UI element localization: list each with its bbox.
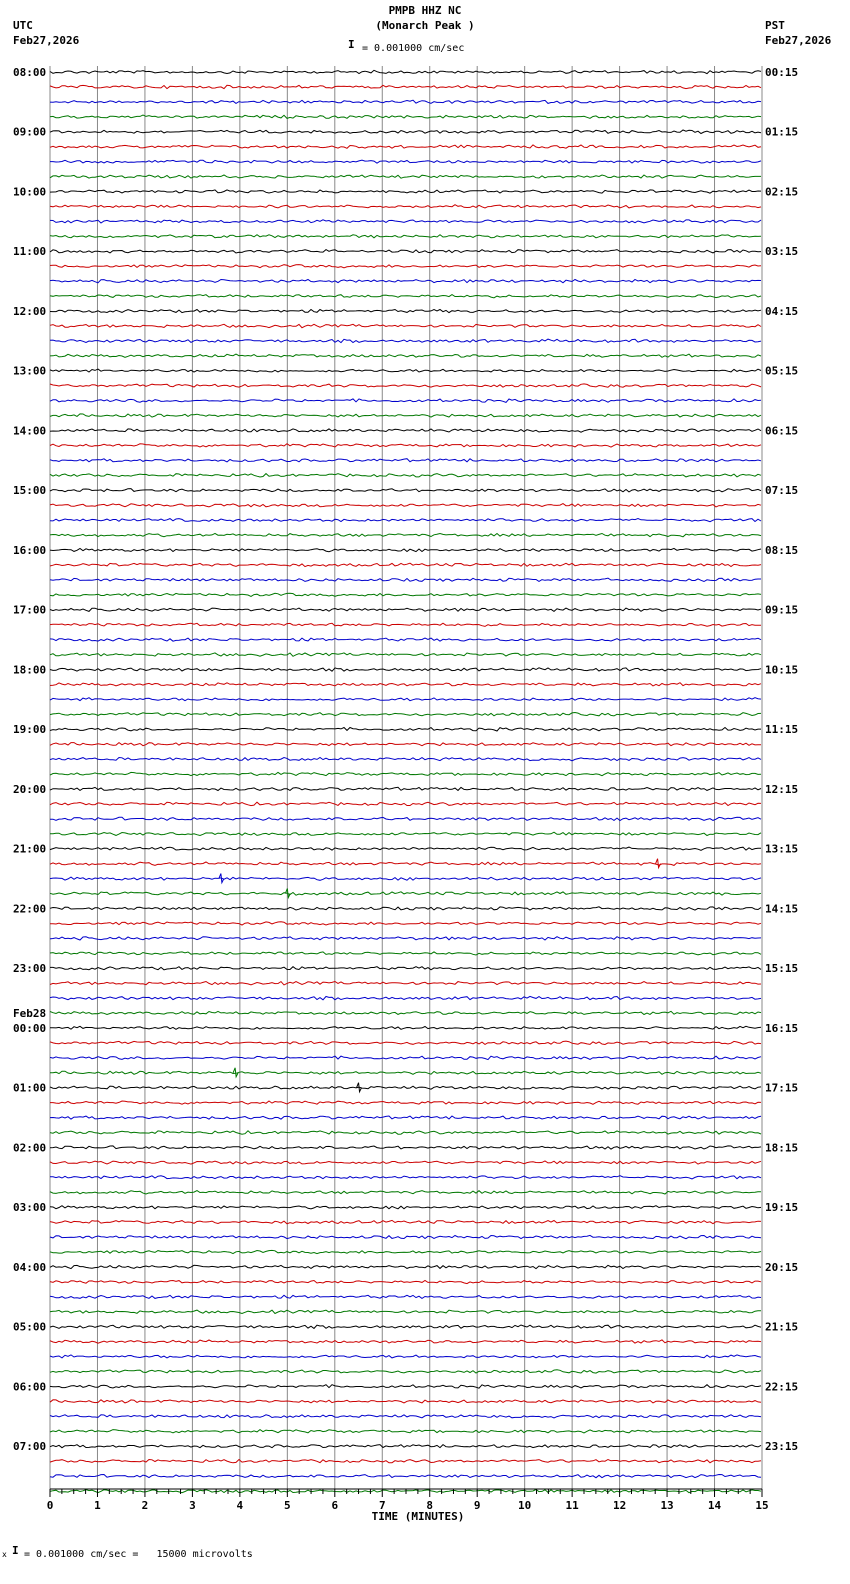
trace-54	[50, 877, 761, 880]
left-hour-label-03:00: 03:00	[13, 1201, 47, 1215]
trace-51	[50, 832, 761, 835]
trace-21	[50, 384, 761, 387]
trace-6	[50, 160, 761, 163]
left-hour-label-04:00: 04:00	[13, 1260, 47, 1274]
trace-17	[50, 324, 761, 327]
left-hour-label-02:00: 02:00	[13, 1141, 47, 1155]
trace-29	[50, 504, 761, 507]
trace-73	[50, 1161, 761, 1164]
trace-72	[50, 1146, 761, 1149]
trace-0	[50, 70, 761, 73]
trace-34	[50, 578, 761, 581]
trace-63	[50, 1011, 761, 1014]
right-hour-label-16:15: 16:15	[765, 1021, 799, 1035]
x-tick-label-6: 6	[331, 1499, 339, 1512]
right-date: Feb27,2026	[765, 34, 832, 47]
right-hour-label-18:15: 18:15	[765, 1141, 799, 1155]
trace-59	[50, 952, 761, 955]
trace-42	[50, 698, 761, 701]
left-hour-label-21:00: 21:00	[13, 842, 47, 856]
right-hour-label-22:15: 22:15	[765, 1380, 799, 1394]
left-hour-label-20:00: 20:00	[13, 782, 47, 796]
trace-26	[50, 459, 761, 462]
trace-24	[50, 429, 761, 432]
footer-corner-mark: x	[2, 1550, 7, 1559]
x-tick-label-0: 0	[46, 1499, 54, 1512]
trace-41	[50, 683, 761, 686]
event-spike-4	[656, 859, 661, 868]
right-hour-label-05:15: 05:15	[765, 364, 799, 378]
trace-46	[50, 758, 761, 761]
x-tick-label-15: 15	[755, 1499, 769, 1512]
right-hour-label-10:15: 10:15	[765, 663, 799, 677]
left-hour-label-07:00: 07:00	[13, 1440, 47, 1454]
trace-64	[50, 1026, 761, 1029]
right-hour-label-19:15: 19:15	[765, 1201, 799, 1215]
x-tick-label-2: 2	[141, 1499, 149, 1512]
trace-39	[50, 653, 761, 656]
trace-28	[50, 489, 761, 492]
trace-37	[50, 623, 761, 626]
trace-71	[50, 1131, 761, 1134]
trace-91	[50, 1430, 761, 1433]
trace-56	[50, 907, 761, 910]
left-hour-label-12:00: 12:00	[13, 304, 47, 318]
trace-88	[50, 1385, 761, 1389]
trace-23	[50, 414, 761, 417]
trace-58	[50, 937, 761, 940]
right-hour-label-15:15: 15:15	[765, 962, 799, 976]
right-hour-label-04:15: 04:15	[765, 304, 799, 318]
x-axis-label: TIME (MINUTES)	[371, 1510, 465, 1523]
left-hour-label-15:00: 15:00	[13, 484, 47, 498]
left-hour-label-09:00: 09:00	[13, 125, 47, 139]
trace-68	[50, 1086, 761, 1089]
trace-31	[50, 533, 761, 536]
left-hour-label-00:00: 00:00	[13, 1021, 47, 1035]
trace-90	[50, 1415, 761, 1418]
x-tick-label-3: 3	[189, 1499, 196, 1512]
left-hour-label-08:00: 08:00	[13, 66, 47, 79]
trace-5	[50, 145, 761, 148]
trace-52	[50, 847, 761, 850]
right-hour-label-17:15: 17:15	[765, 1081, 799, 1095]
left-hour-label-19:00: 19:00	[13, 723, 47, 737]
left-hour-label-22:00: 22:00	[13, 902, 47, 916]
trace-30	[50, 519, 761, 522]
trace-79	[50, 1250, 761, 1253]
right-hour-label-09:15: 09:15	[765, 603, 799, 617]
x-tick-label-4: 4	[236, 1499, 244, 1512]
trace-11	[50, 235, 761, 238]
trace-89	[50, 1400, 761, 1403]
trace-9	[50, 205, 761, 208]
x-tick-label-5: 5	[284, 1499, 291, 1512]
trace-60	[50, 967, 761, 970]
trace-85	[50, 1340, 761, 1343]
x-tick-label-11: 11	[565, 1499, 579, 1512]
trace-22	[50, 399, 761, 403]
left-hour-label-17:00: 17:00	[13, 603, 47, 617]
trace-44	[50, 728, 761, 732]
trace-86	[50, 1355, 761, 1358]
trace-35	[50, 593, 761, 596]
left-hour-label-01:00: 01:00	[13, 1081, 47, 1095]
x-tick-label-14: 14	[707, 1499, 722, 1512]
station-name: PMPB HHZ NC	[388, 4, 462, 17]
left-hour-label-23:00: 23:00	[13, 962, 47, 976]
x-tick-label-8: 8	[426, 1499, 434, 1512]
trace-32	[50, 548, 761, 551]
right-hour-label-02:15: 02:15	[765, 185, 799, 199]
trace-94	[50, 1475, 761, 1478]
trace-48	[50, 787, 761, 790]
right-hour-label-01:15: 01:15	[765, 125, 799, 139]
trace-36	[50, 608, 761, 611]
left-hour-label-14:00: 14:00	[13, 424, 47, 438]
trace-78	[50, 1235, 761, 1238]
trace-18	[50, 339, 761, 343]
trace-61	[50, 982, 761, 985]
trace-93	[50, 1460, 761, 1463]
trace-65	[50, 1041, 761, 1044]
trace-43	[50, 713, 761, 716]
trace-49	[50, 802, 761, 805]
station-location: (Monarch Peak )	[375, 19, 475, 32]
trace-1	[50, 85, 761, 88]
trace-15	[50, 295, 761, 298]
trace-67	[50, 1071, 761, 1074]
trace-4	[50, 130, 761, 134]
left-hour-label-06:00: 06:00	[13, 1380, 47, 1394]
right-hour-label-03:15: 03:15	[765, 245, 799, 259]
trace-3	[50, 115, 761, 118]
trace-27	[50, 474, 761, 477]
left-date: Feb27,2026	[13, 34, 80, 47]
trace-83	[50, 1310, 761, 1313]
trace-77	[50, 1220, 761, 1223]
trace-62	[50, 996, 761, 999]
trace-2	[50, 100, 761, 103]
right-hour-label-21:15: 21:15	[765, 1320, 799, 1334]
trace-66	[50, 1056, 761, 1060]
x-tick-label-13: 13	[660, 1499, 674, 1512]
right-hour-label-12:15: 12:15	[765, 782, 799, 796]
scale-bar-icon: I	[348, 38, 355, 51]
trace-82	[50, 1295, 761, 1298]
trace-57	[50, 922, 761, 925]
trace-76	[50, 1206, 761, 1209]
right-hour-label-00:15: 00:15	[765, 66, 799, 79]
left-hour-label-13:00: 13:00	[13, 364, 47, 378]
x-tick-label-9: 9	[473, 1499, 481, 1512]
left-hour-label-18:00: 18:00	[13, 663, 47, 677]
right-hour-label-20:15: 20:15	[765, 1260, 799, 1274]
trace-87	[50, 1370, 761, 1373]
trace-38	[50, 638, 761, 641]
left-hour-label-16:00: 16:00	[13, 543, 47, 557]
trace-81	[50, 1281, 761, 1284]
right-timezone: PST	[765, 19, 785, 32]
trace-80	[50, 1265, 761, 1268]
trace-84	[50, 1325, 761, 1328]
left-hour-label-11:00: 11:00	[13, 245, 47, 259]
trace-20	[50, 369, 761, 372]
trace-7	[50, 175, 761, 178]
trace-10	[50, 220, 761, 223]
left-timezone: UTC	[13, 19, 33, 32]
trace-92	[50, 1445, 761, 1448]
trace-47	[50, 772, 761, 775]
right-hour-label-07:15: 07:15	[765, 484, 799, 498]
trace-8	[50, 190, 761, 193]
trace-69	[50, 1101, 761, 1104]
left-date-change-label: Feb28	[13, 1006, 47, 1020]
right-hour-label-11:15: 11:15	[765, 723, 799, 737]
trace-40	[50, 668, 761, 671]
trace-45	[50, 743, 761, 746]
trace-16	[50, 310, 761, 313]
right-hour-label-06:15: 06:15	[765, 424, 799, 438]
x-tick-label-12: 12	[612, 1499, 627, 1512]
event-spike-2	[233, 1068, 238, 1077]
left-hour-label-10:00: 10:00	[13, 185, 47, 199]
trace-12	[50, 250, 761, 253]
trace-53	[50, 862, 761, 865]
trace-74	[50, 1176, 761, 1179]
trace-25	[50, 444, 761, 447]
trace-33	[50, 563, 761, 566]
trace-50	[50, 817, 761, 820]
right-hour-label-08:15: 08:15	[765, 543, 799, 557]
left-hour-label-05:00: 05:00	[13, 1320, 47, 1334]
footer-scale-text: = 0.001000 cm/sec = 15000 microvolts	[24, 1549, 253, 1560]
trace-55	[50, 892, 761, 895]
trace-19	[50, 354, 761, 357]
right-hour-label-13:15: 13:15	[765, 842, 799, 856]
x-tick-label-7: 7	[378, 1499, 386, 1512]
footer-scale-bar-icon: I	[12, 1544, 19, 1557]
x-tick-label-1: 1	[94, 1499, 101, 1512]
right-hour-label-14:15: 14:15	[765, 902, 799, 916]
trace-70	[50, 1116, 761, 1119]
scale-text: = 0.001000 cm/sec	[362, 43, 465, 54]
trace-75	[50, 1191, 761, 1194]
x-tick-label-10: 10	[518, 1499, 532, 1512]
trace-13	[50, 265, 761, 268]
right-hour-label-23:15: 23:15	[765, 1440, 799, 1454]
trace-14	[50, 280, 761, 283]
